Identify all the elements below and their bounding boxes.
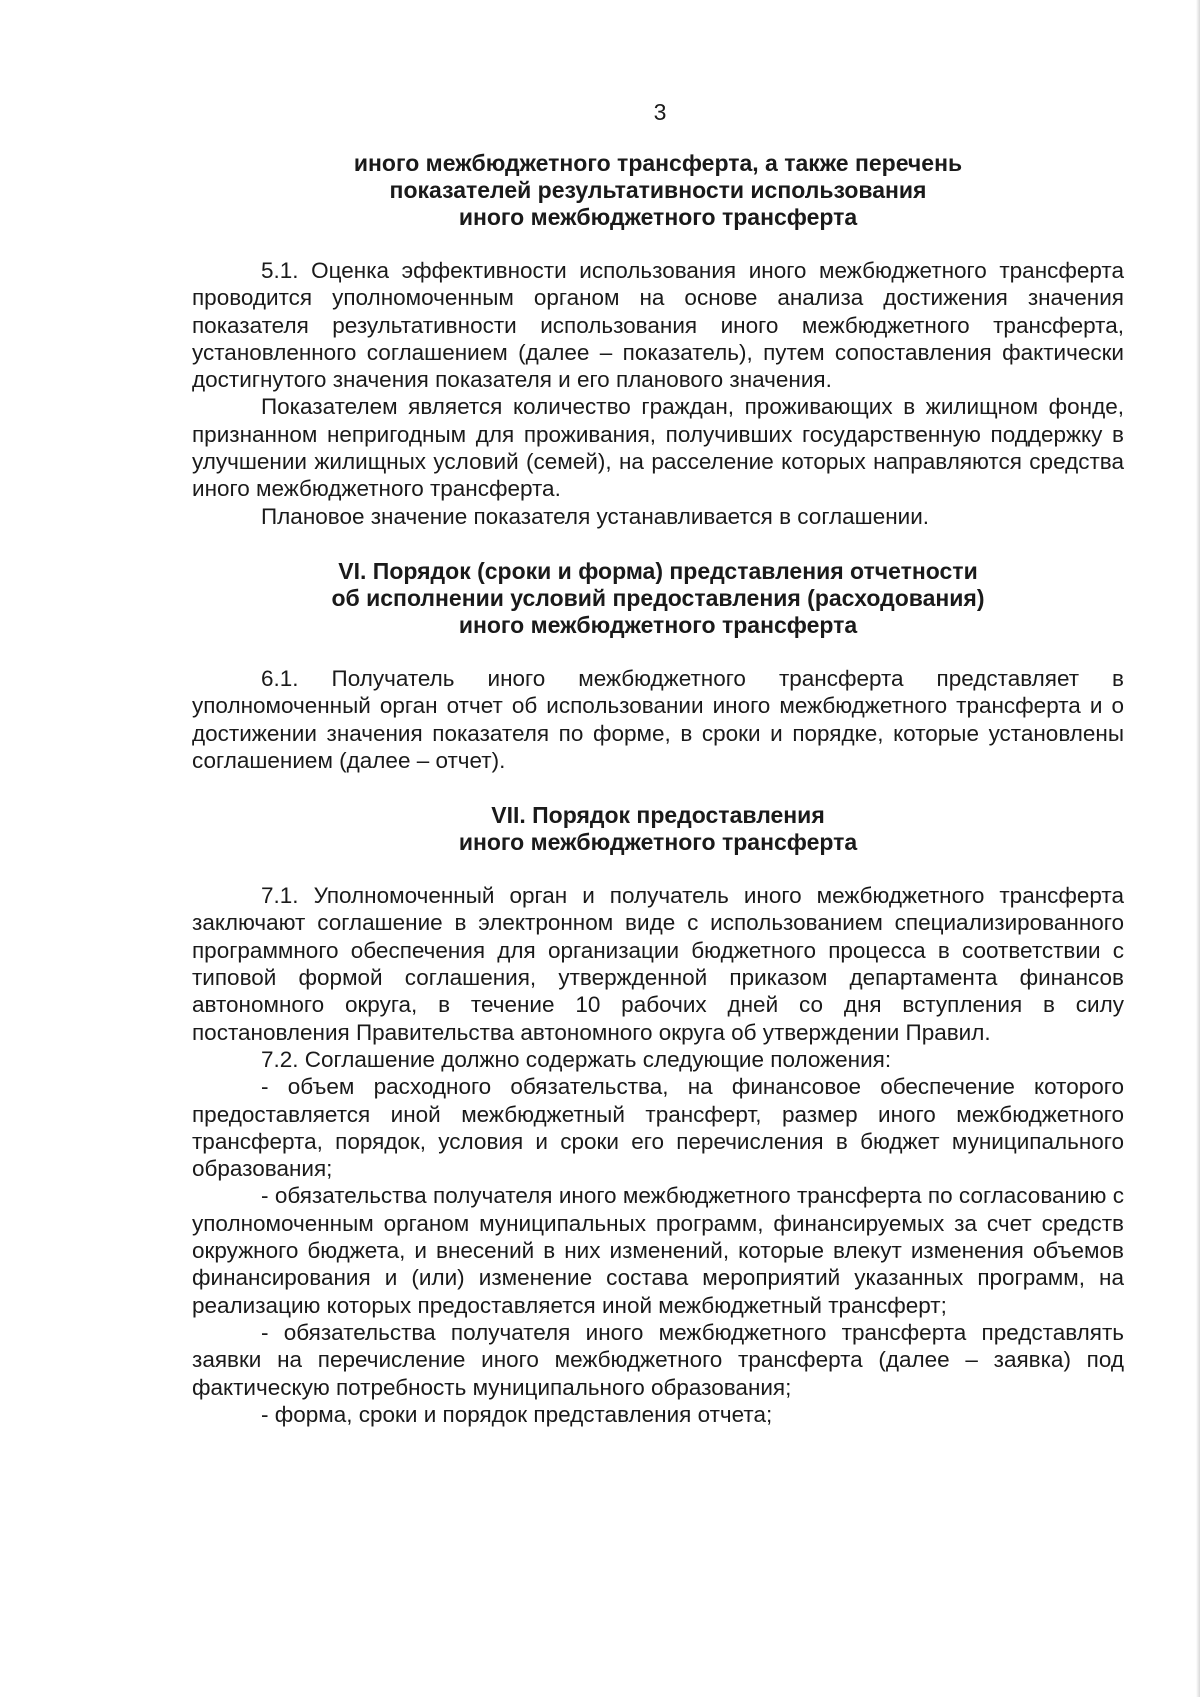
heading-line: иного межбюджетного трансферта xyxy=(458,204,858,230)
document-body xyxy=(192,150,1124,1428)
list-item-report-form: - форма, сроки и порядок представления отчета; xyxy=(261,1401,773,1427)
section-7-heading xyxy=(192,802,1124,856)
paragraph-planned-value: Плановое значение показателя устанавливается в соглашении. xyxy=(261,503,930,529)
paragraph-7-1: 7.1. Уполномоченный орган и получатель иного межбюджетного трансферта заключают соглашение в электронном виде с использованием специализированного программного обеспечения для организации бюджетного процесса в соответствии с типовой формой соглашения, утвержденной приказом департамента финансов автономного округа, в течение 10 рабочих дней со дня вступления в силу постановления Правительства автономного округа об утверждении Правил. xyxy=(192,883,1124,1045)
heading-line: иного межбюджетного трансферта xyxy=(458,829,858,856)
page-edge-shadow xyxy=(1196,0,1200,1697)
paragraph-indicator: Показателем является количество граждан, проживающих в жилищном фонде, признанном непригодным для проживания, получивших государственную поддержку в улучшении жилищных условий (семей), на расселение которых направляются средства иного межбюджетного трансферта. xyxy=(192,394,1124,502)
heading-line: об исполнении условий предоставления (расходования) xyxy=(331,584,985,611)
list-item-program-agreement: - обязательства получателя иного межбюджетного трансферта по согласованию с уполномоченным органом муниципальных программ, финансируемых за счет средств окружного бюджета, и внесений в них изменений, которые влекут изменения объемов финансирования и (или) изменение состава мероприятий указанных программ, на реализацию которых предоставляется иной межбюджетный трансферт; xyxy=(192,1183,1124,1318)
heading-line: иного межбюджетного трансферта xyxy=(458,611,858,638)
paragraph-5-1: 5.1. Оценка эффективности использования иного межбюджетного трансферта проводится уполномоченным органом на основе анализа достижения значения показателя результативности использования иного межбюджетного трансферта, установленного соглашением (далее – показатель), путем сопоставления фактически достигнутого значения показателя и его планового значения. xyxy=(192,258,1124,393)
heading-line: VII. Порядок предоставления xyxy=(491,802,825,829)
paragraph-6-1: 6.1. Получатель иного межбюджетного трансферта представляет в уполномоченный орган отчет об использовании иного межбюджетного трансферта и о достижении значения показателя по форме, в сроки и порядке, которые установлены соглашением (далее – отчет). xyxy=(192,665,1124,773)
heading-line: VI. Порядок (сроки и форма) представления отчетности xyxy=(338,557,978,584)
heading-line: иного межбюджетного трансферта, а также перечень xyxy=(353,150,963,176)
paragraph-7-2: 7.2. Соглашение должно содержать следующие положения: xyxy=(261,1046,892,1072)
heading-line: показателей результативности использования xyxy=(389,177,927,203)
section-6-heading xyxy=(192,558,1124,639)
list-item-applications: - обязательства получателя иного межбюджетного трансферта представлять заявки на перечисление иного межбюджетного трансферта (далее – заявка) под фактическую потребность муниципального образования; xyxy=(192,1319,1124,1400)
page-number: 3 xyxy=(653,99,667,125)
section-5-heading xyxy=(192,150,1124,231)
list-item-expenditure-obligation: - объем расходного обязательства, на финансовое обеспечение которого предоставляется иной межбюджетный трансферт, размер иного межбюджетного трансферта, порядок, условия и сроки его перечисления в бюджет муниципального образования; xyxy=(192,1074,1124,1182)
